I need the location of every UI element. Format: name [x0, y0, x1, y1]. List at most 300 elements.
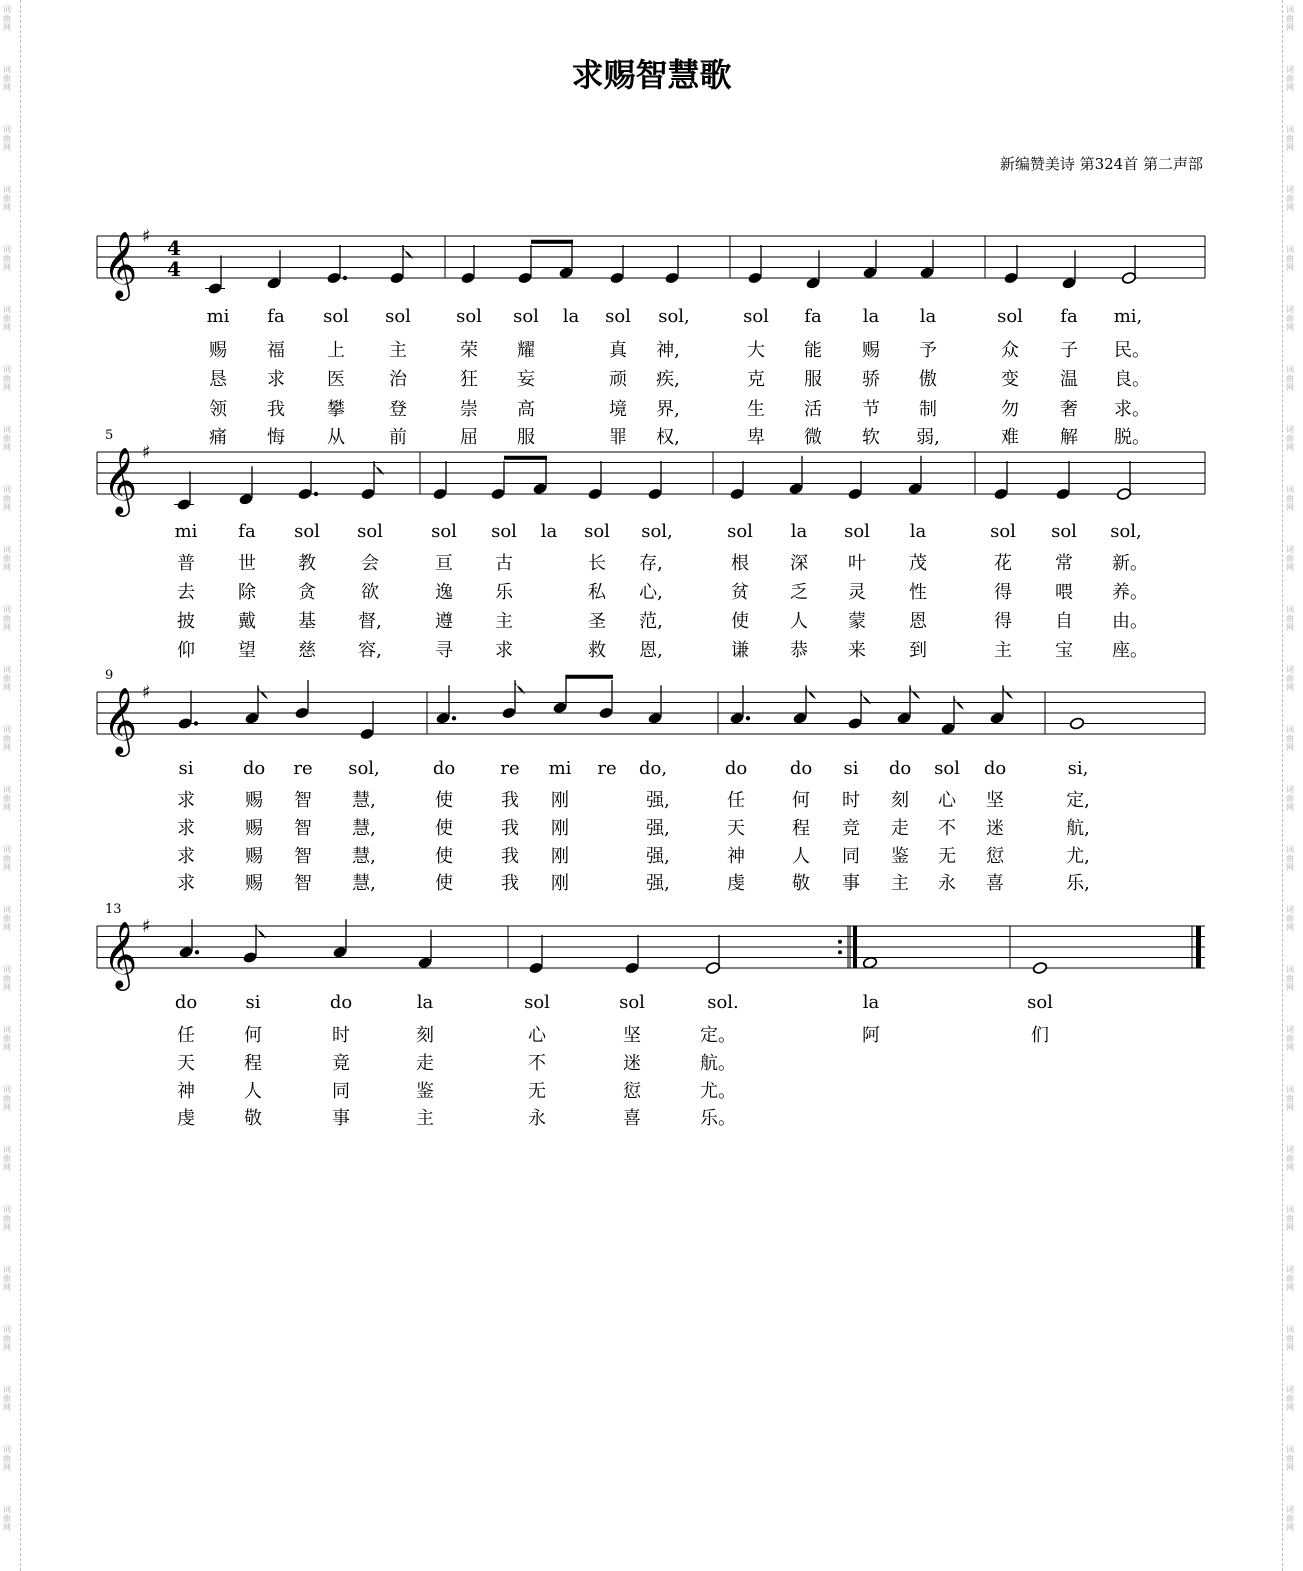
- solfege-syllable: sol,: [658, 306, 690, 327]
- lyric-character: 教: [298, 553, 316, 574]
- lyric-character: 救: [588, 640, 606, 661]
- staff-system: [97, 196, 1205, 296]
- lyric-character: 天: [727, 818, 745, 839]
- lyric-character: 尤。: [700, 1081, 736, 1102]
- staff-system: [97, 886, 1205, 986]
- lyric-character: 强,: [646, 818, 670, 839]
- note: [435, 685, 456, 725]
- lyric-character: 乐: [495, 582, 513, 603]
- solfege-syllable: sol: [491, 521, 517, 542]
- note: [266, 250, 281, 290]
- lyric-character: 医: [327, 369, 345, 390]
- solfege-syllable: sol: [990, 521, 1016, 542]
- lyric-character: 高: [517, 399, 535, 420]
- lyric-character: 主: [891, 873, 909, 894]
- measure-number: 5: [105, 428, 114, 443]
- lyric-character: 常: [1055, 553, 1073, 574]
- lyric-character: 软: [862, 427, 880, 448]
- note: [792, 685, 816, 725]
- lyric-character: 寻: [435, 640, 453, 661]
- lyric-character: 得: [994, 582, 1012, 603]
- watermark-text: 词 曲 网: [3, 725, 11, 752]
- note: [1121, 245, 1136, 285]
- note: [847, 461, 862, 501]
- lyric-character: 主: [495, 611, 513, 632]
- lyric-character: 普: [177, 553, 195, 574]
- watermark-text: 词 曲 网: [1286, 1145, 1294, 1172]
- time-signature: 4: [167, 236, 181, 260]
- lyric-character: 生: [747, 399, 765, 420]
- note: [178, 919, 199, 959]
- lyric-character: 骄: [862, 369, 880, 390]
- note: [788, 456, 803, 496]
- lyric-character: 求: [495, 640, 513, 661]
- watermark-text: 词 曲 网: [3, 185, 11, 212]
- watermark-text: 词 曲 网: [3, 1145, 11, 1172]
- lyric-character: 亘: [435, 553, 453, 574]
- lyric-character: 智: [294, 873, 312, 894]
- lyric-character: 求: [177, 818, 195, 839]
- lyric-character: 坚: [986, 790, 1004, 811]
- watermark-text: 词 曲 网: [3, 845, 11, 872]
- solfege-syllable: fa: [1060, 306, 1078, 327]
- watermark-text: 词 曲 网: [1286, 785, 1294, 812]
- solfege-syllable: la: [909, 521, 927, 542]
- lyric-character: 屈: [460, 427, 478, 448]
- lyric-character: 刚: [551, 818, 569, 839]
- solfege-syllable: la: [540, 521, 558, 542]
- lyric-character: 恭: [790, 640, 808, 661]
- hymn-source: 新编赞美诗 第324首 第二声部: [999, 155, 1203, 173]
- lyric-character: 范,: [639, 611, 663, 632]
- lyric-character: 茂: [909, 553, 927, 574]
- solfege-syllable: la: [416, 992, 434, 1013]
- lyric-character: 弱,: [916, 427, 940, 448]
- solfege-syllable: sol: [584, 521, 610, 542]
- lyric-character: 基: [298, 611, 316, 632]
- lyric-character: 微: [804, 427, 822, 448]
- solfege-syllable: la: [862, 992, 880, 1013]
- lyric-character: 欲: [361, 582, 379, 603]
- lyric-character: 永: [528, 1108, 546, 1129]
- watermark-text: 词 曲 网: [3, 785, 11, 812]
- lyric-character: 服: [517, 427, 535, 448]
- note: [862, 240, 877, 280]
- solfege-syllable: si: [245, 992, 261, 1013]
- watermark-text: 词 曲 网: [1286, 1265, 1294, 1292]
- lyric-character: 心,: [639, 582, 663, 603]
- lyric-character: 恩: [909, 611, 927, 632]
- lyric-character: 强,: [646, 790, 670, 811]
- note: [297, 461, 318, 501]
- lyric-character: 慧,: [352, 873, 376, 894]
- lyric-character: 求。: [1114, 399, 1150, 420]
- lyric-character: 予: [919, 340, 937, 361]
- lyric-character: 乐,: [1066, 873, 1090, 894]
- lyric-character: 存,: [639, 553, 663, 574]
- note: [177, 691, 198, 731]
- solfege-syllable: sol,: [348, 758, 380, 779]
- note: [360, 461, 384, 501]
- lyric-character: 遵: [435, 611, 453, 632]
- lyric-character: 活: [804, 399, 822, 420]
- note: [598, 680, 613, 720]
- lyric-character: 尤,: [1066, 846, 1090, 867]
- lyric-character: 定。: [700, 1025, 736, 1046]
- note: [532, 456, 547, 496]
- lyric-character: 慧,: [352, 790, 376, 811]
- lyric-character: 贫: [731, 582, 749, 603]
- note: [432, 461, 447, 501]
- note: [460, 245, 475, 285]
- solfege-syllable: sol: [619, 992, 645, 1013]
- lyric-character: 强,: [646, 846, 670, 867]
- solfege-syllable: sol: [524, 992, 550, 1013]
- lyric-character: 慧,: [352, 818, 376, 839]
- watermark-text: 词 曲 网: [3, 1385, 11, 1412]
- lyric-character: 从: [327, 427, 345, 448]
- note: [294, 680, 309, 720]
- lyric-character: 任: [177, 1025, 195, 1046]
- lyric-character: 时: [842, 790, 860, 811]
- lyric-character: 得: [994, 611, 1012, 632]
- lyric-character: 强,: [646, 873, 670, 894]
- note: [862, 956, 877, 969]
- lyric-character: 刚: [551, 873, 569, 894]
- watermark-text: 词 曲 网: [3, 1325, 11, 1352]
- lyric-character: 登: [389, 399, 407, 420]
- staff: [97, 886, 1205, 1006]
- lyric-character: 勿: [1001, 399, 1019, 420]
- lyric-character: 赐: [245, 790, 263, 811]
- note: [244, 685, 268, 725]
- lyric-character: 我: [501, 846, 519, 867]
- watermark-text: 词 曲 网: [3, 545, 11, 572]
- lyric-character: 长: [588, 553, 606, 574]
- solfege-syllable: sol: [743, 306, 769, 327]
- note: [528, 935, 543, 975]
- treble-clef-icon: 𝄞: [103, 446, 138, 514]
- lyric-character: 真: [609, 340, 627, 361]
- lyric-character: 上: [327, 340, 345, 361]
- lyric-character: 疾,: [656, 369, 680, 390]
- watermark-text: 词 曲 网: [1286, 605, 1294, 632]
- watermark-text: 词 曲 网: [1286, 545, 1294, 572]
- lyric-character: 节: [862, 399, 880, 420]
- note: [1061, 250, 1076, 290]
- lyric-character: 愆: [986, 846, 1004, 867]
- watermark-text: 词 曲 网: [3, 485, 11, 512]
- lyric-character: 事: [332, 1108, 350, 1129]
- watermark-text: 词 曲 网: [1286, 305, 1294, 332]
- note: [501, 680, 525, 720]
- note: [993, 461, 1008, 501]
- lyric-character: 奢: [1060, 399, 1078, 420]
- lyric-character: 傲: [919, 369, 937, 390]
- lyric-character: 使: [435, 873, 453, 894]
- lyric-character: 我: [501, 873, 519, 894]
- watermark-text: 词 曲 网: [1286, 845, 1294, 872]
- beam: [504, 456, 547, 460]
- staff-system: [97, 412, 1205, 512]
- note: [1116, 461, 1131, 501]
- lyric-character: 无: [528, 1081, 546, 1102]
- lyric-character: 赐: [862, 340, 880, 361]
- lyric-character: 逸: [435, 582, 453, 603]
- solfege-syllable: sol: [1051, 521, 1077, 542]
- solfege-syllable: do: [174, 992, 198, 1013]
- watermark-left: [0, 0, 21, 1571]
- lyric-character: 人: [244, 1081, 262, 1102]
- watermark-text: 词 曲 网: [1286, 185, 1294, 212]
- watermark-text: 词 曲 网: [1286, 1025, 1294, 1052]
- lyric-character: 谦: [731, 640, 749, 661]
- watermark-text: 词 曲 网: [1286, 1445, 1294, 1472]
- lyric-character: 智: [294, 790, 312, 811]
- lyric-character: 求: [177, 846, 195, 867]
- solfege-syllable: do: [983, 758, 1007, 779]
- watermark-text: 词 曲 网: [1286, 425, 1294, 452]
- watermark-text: 词 曲 网: [1286, 485, 1294, 512]
- solfege-syllable: si: [178, 758, 194, 779]
- lyric-character: 前: [389, 427, 407, 448]
- lyric-character: 会: [361, 553, 379, 574]
- solfege-syllable: sol,: [1110, 521, 1142, 542]
- solfege-syllable: sol: [997, 306, 1023, 327]
- solfege-syllable: do,: [638, 758, 668, 779]
- solfege-syllable: do: [789, 758, 813, 779]
- note: [647, 685, 662, 725]
- solfege-syllable: sol: [385, 306, 411, 327]
- lyric-character: 刻: [891, 790, 909, 811]
- lyric-character: 变: [1001, 369, 1019, 390]
- lyric-character: 宝: [1055, 640, 1073, 661]
- note: [805, 250, 820, 290]
- lyric-character: 崇: [460, 399, 478, 420]
- lyric-character: 温: [1060, 369, 1078, 390]
- note: [517, 245, 532, 285]
- watermark-text: 词 曲 网: [1286, 1385, 1294, 1412]
- note: [989, 685, 1013, 725]
- watermark-text: 词 曲 网: [3, 1445, 11, 1472]
- lyric-character: 仰: [177, 640, 195, 661]
- lyric-character: 座。: [1112, 640, 1148, 661]
- note: [1069, 717, 1084, 730]
- lyric-character: 走: [416, 1053, 434, 1074]
- lyric-character: 神,: [656, 340, 680, 361]
- lyric-character: 慧,: [352, 846, 376, 867]
- treble-clef-icon: 𝄞: [103, 686, 138, 754]
- solfege-syllable: sol: [1027, 992, 1053, 1013]
- watermark-text: 词 曲 网: [3, 665, 11, 692]
- watermark-text: 词 曲 网: [1286, 65, 1294, 92]
- watermark-text: 词 曲 网: [1286, 905, 1294, 932]
- solfege-syllable: re: [500, 758, 520, 779]
- watermark-text: 词 曲 网: [3, 305, 11, 332]
- staff: [97, 412, 1205, 532]
- watermark-text: 词 曲 网: [1286, 125, 1294, 152]
- solfege-syllable: mi: [548, 758, 572, 779]
- watermark-text: 词 曲 网: [1286, 365, 1294, 392]
- lyric-character: 人: [792, 846, 810, 867]
- beam: [531, 240, 573, 244]
- lyric-character: 大: [747, 340, 765, 361]
- lyric-character: 航。: [700, 1053, 736, 1074]
- note: [647, 461, 662, 501]
- lyric-character: 任: [727, 790, 745, 811]
- lyric-character: 时: [332, 1025, 350, 1046]
- solfege-syllable: si: [843, 758, 859, 779]
- solfege-syllable: sol: [431, 521, 457, 542]
- watermark-text: 词 曲 网: [1286, 1085, 1294, 1112]
- note: [729, 685, 750, 725]
- solfege-syllable: sol: [844, 521, 870, 542]
- lyric-character: 使: [731, 611, 749, 632]
- solfege-syllable: mi,: [1113, 306, 1143, 327]
- watermark-text: 词 曲 网: [3, 65, 11, 92]
- lyric-character: 何: [792, 790, 810, 811]
- lyric-character: 迷: [623, 1053, 641, 1074]
- solfege-syllable: si,: [1067, 758, 1089, 779]
- solfege-syllable: sol: [513, 306, 539, 327]
- note: [587, 461, 602, 501]
- lyric-character: 民。: [1114, 340, 1150, 361]
- lyric-character: 主: [416, 1108, 434, 1129]
- watermark-text: 词 曲 网: [3, 905, 11, 932]
- lyric-character: 无: [938, 846, 956, 867]
- lyric-character: 鉴: [416, 1081, 434, 1102]
- watermark-text: 词 曲 网: [3, 965, 11, 992]
- lyric-character: 领: [209, 399, 227, 420]
- watermark-right: [1282, 0, 1303, 1571]
- lyric-character: 去: [177, 582, 195, 603]
- lyric-character: 慈: [298, 640, 316, 661]
- lyric-character: 性: [909, 582, 927, 603]
- lyric-character: 难: [1001, 427, 1019, 448]
- lyric-character: 乏: [790, 582, 808, 603]
- watermark-text: 词 曲 网: [3, 425, 11, 452]
- watermark-text: 词 曲 网: [1286, 725, 1294, 752]
- note: [747, 245, 762, 285]
- sharp-icon: ♯: [142, 226, 151, 247]
- watermark-text: 词 曲 网: [3, 1085, 11, 1112]
- lyric-character: 神: [727, 846, 745, 867]
- lyric-character: 新。: [1112, 553, 1148, 574]
- note: [332, 919, 347, 959]
- note: [238, 466, 253, 506]
- lyric-character: 子: [1060, 340, 1078, 361]
- solfege-syllable: do: [724, 758, 748, 779]
- lyric-character: 赐: [245, 846, 263, 867]
- note: [558, 240, 573, 280]
- note: [359, 701, 374, 741]
- lyric-character: 卑: [747, 427, 765, 448]
- lyric-character: 刚: [551, 846, 569, 867]
- staff: [97, 196, 1205, 316]
- lyric-character: 使: [435, 846, 453, 867]
- solfege-syllable: sol: [727, 521, 753, 542]
- lyric-character: 治: [389, 369, 407, 390]
- solfege-syllable: do: [242, 758, 266, 779]
- lyric-character: 痛: [209, 427, 227, 448]
- lyric-character: 悔: [267, 427, 285, 448]
- final-barline: [1196, 926, 1201, 968]
- lyric-character: 深: [790, 553, 808, 574]
- lyric-character: 喜: [623, 1108, 641, 1129]
- beam: [566, 675, 613, 679]
- solfege-syllable: sol.: [707, 992, 739, 1013]
- watermark-text: 词 曲 网: [3, 1265, 11, 1292]
- lyric-character: 智: [294, 818, 312, 839]
- lyric-character: 竞: [842, 818, 860, 839]
- lyric-character: 乐。: [700, 1108, 736, 1129]
- note: [1055, 461, 1070, 501]
- lyric-character: 到: [909, 640, 927, 661]
- note: [940, 696, 964, 736]
- lyric-character: 走: [891, 818, 909, 839]
- lyric-character: 灵: [848, 582, 866, 603]
- lyric-character: 荣: [460, 340, 478, 361]
- lyric-character: 督,: [358, 611, 382, 632]
- sharp-icon: ♯: [142, 442, 151, 463]
- solfege-syllable: sol: [323, 306, 349, 327]
- staff: [97, 652, 1205, 772]
- note: [326, 245, 347, 285]
- lyric-character: 我: [501, 818, 519, 839]
- lyric-character: 我: [267, 399, 285, 420]
- lyric-character: 阿: [862, 1025, 880, 1046]
- measure-number: 9: [105, 668, 114, 683]
- watermark-text: 词 曲 网: [3, 605, 11, 632]
- lyric-character: 使: [435, 790, 453, 811]
- note: [847, 691, 871, 731]
- lyric-character: 罪: [609, 427, 627, 448]
- lyric-character: 福: [267, 340, 285, 361]
- solfege-syllable: do: [888, 758, 912, 779]
- solfege-syllable: sol: [456, 306, 482, 327]
- note: [1003, 245, 1018, 285]
- lyric-character: 坚: [623, 1025, 641, 1046]
- lyric-character: 披: [177, 611, 195, 632]
- lyric-character: 花: [994, 553, 1012, 574]
- solfege-syllable: sol,: [641, 521, 673, 542]
- lyric-character: 同: [842, 846, 860, 867]
- lyric-character: 境: [609, 399, 627, 420]
- lyric-character: 求: [177, 873, 195, 894]
- lyric-character: 竟: [332, 1053, 350, 1074]
- lyric-character: 顽: [609, 369, 627, 390]
- lyric-character: 喜: [986, 873, 1004, 894]
- lyric-character: 赐: [245, 873, 263, 894]
- watermark-text: 词 曲 网: [1286, 5, 1294, 32]
- lyric-character: 心: [938, 790, 956, 811]
- solfege-syllable: mi: [206, 306, 230, 327]
- lyric-character: 克: [747, 369, 765, 390]
- lyric-character: 众: [1001, 340, 1019, 361]
- lyric-character: 赐: [209, 340, 227, 361]
- lyric-character: 求: [267, 369, 285, 390]
- watermark-text: 词 曲 网: [3, 5, 11, 32]
- lyric-character: 事: [842, 873, 860, 894]
- sharp-icon: ♯: [142, 682, 151, 703]
- watermark-text: 词 曲 网: [1286, 1205, 1294, 1232]
- solfege-syllable: sol: [605, 306, 631, 327]
- lyric-character: 愆: [623, 1081, 641, 1102]
- watermark-text: 词 曲 网: [3, 125, 11, 152]
- lyric-character: 定,: [1066, 790, 1090, 811]
- lyric-character: 喂: [1055, 582, 1073, 603]
- lyric-character: 主: [389, 340, 407, 361]
